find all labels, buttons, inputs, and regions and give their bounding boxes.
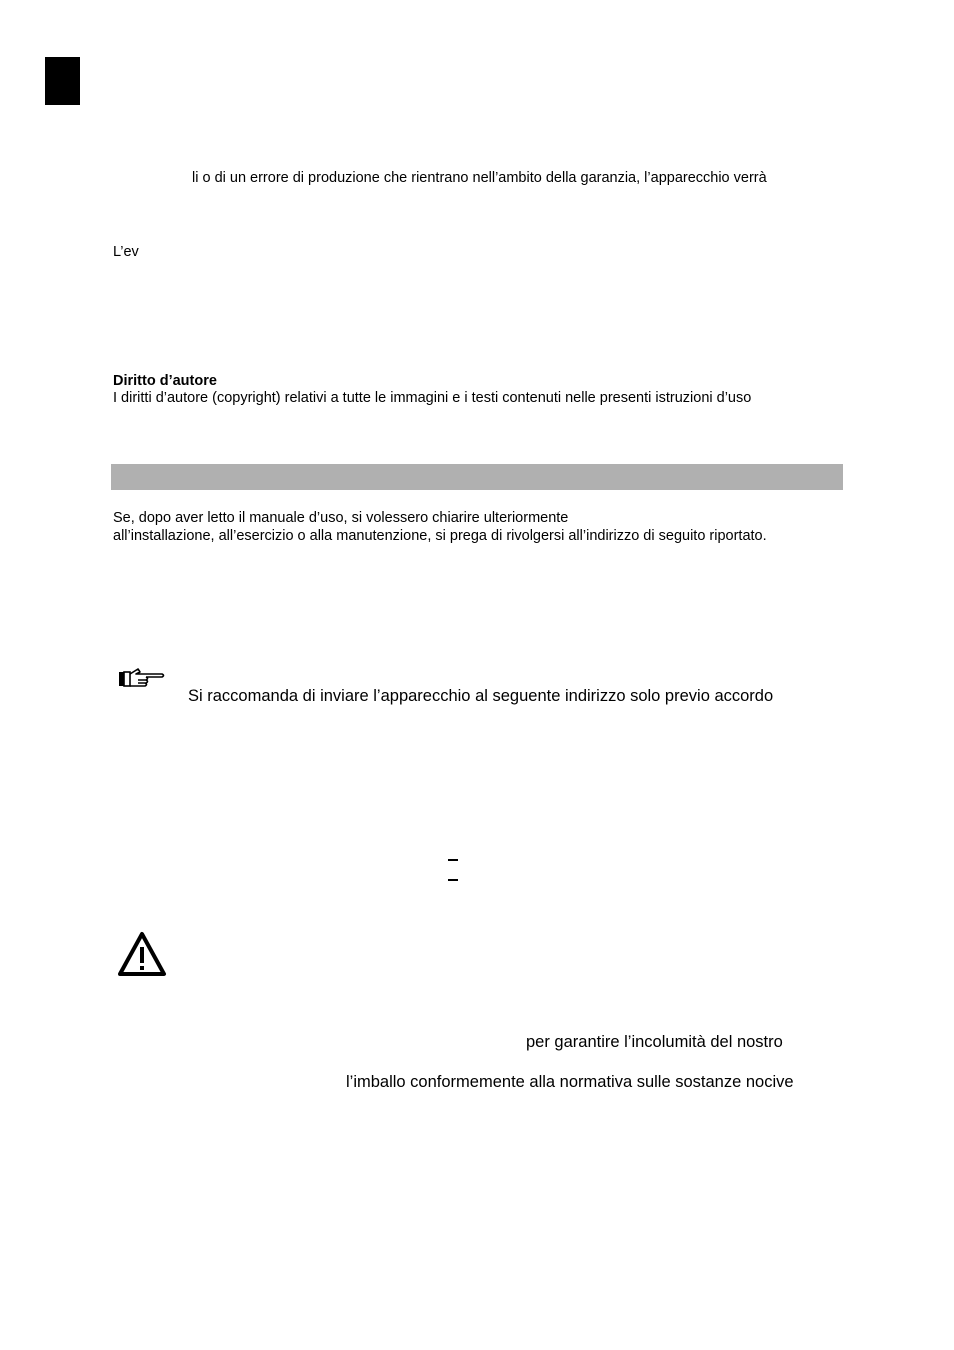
warning-triangle-icon [117, 930, 167, 983]
copyright-text: I diritti d’autore (copyright) relativi a tutte le immagini e i testi contenuti nelle presenti istruzioni d’uso [113, 390, 752, 406]
service-text-line-1: Se, dopo aver letto il manuale d’uso, si volessero chiarire ulteriormente [113, 510, 569, 526]
dash-mark [448, 879, 458, 881]
warning-text-line-1: per garantire l’incolumità del nostro [526, 1033, 783, 1051]
lev-text-fragment: L’ev [113, 244, 139, 260]
pointing-hand-icon [118, 666, 166, 695]
dash-mark [448, 859, 458, 861]
copyright-heading: Diritto d’autore [113, 373, 217, 389]
section-header-bar [111, 464, 843, 490]
service-text-line-2: all’installazione, all’esercizio o alla manutenzione, si prega di rivolgersi all’indirizzo di seguito riportato. [113, 528, 767, 544]
warranty-text-fragment: li o di un errore di produzione che rientrano nell’ambito della garanzia, l’apparecchio verrà [192, 170, 767, 186]
warning-text-line-2: l’imballo conformemente alla normativa sulle sostanze nocive [346, 1073, 794, 1091]
note-text: Si raccomanda di inviare l’apparecchio al seguente indirizzo solo previo accordo [188, 687, 774, 705]
chapter-tab-marker [45, 57, 80, 105]
